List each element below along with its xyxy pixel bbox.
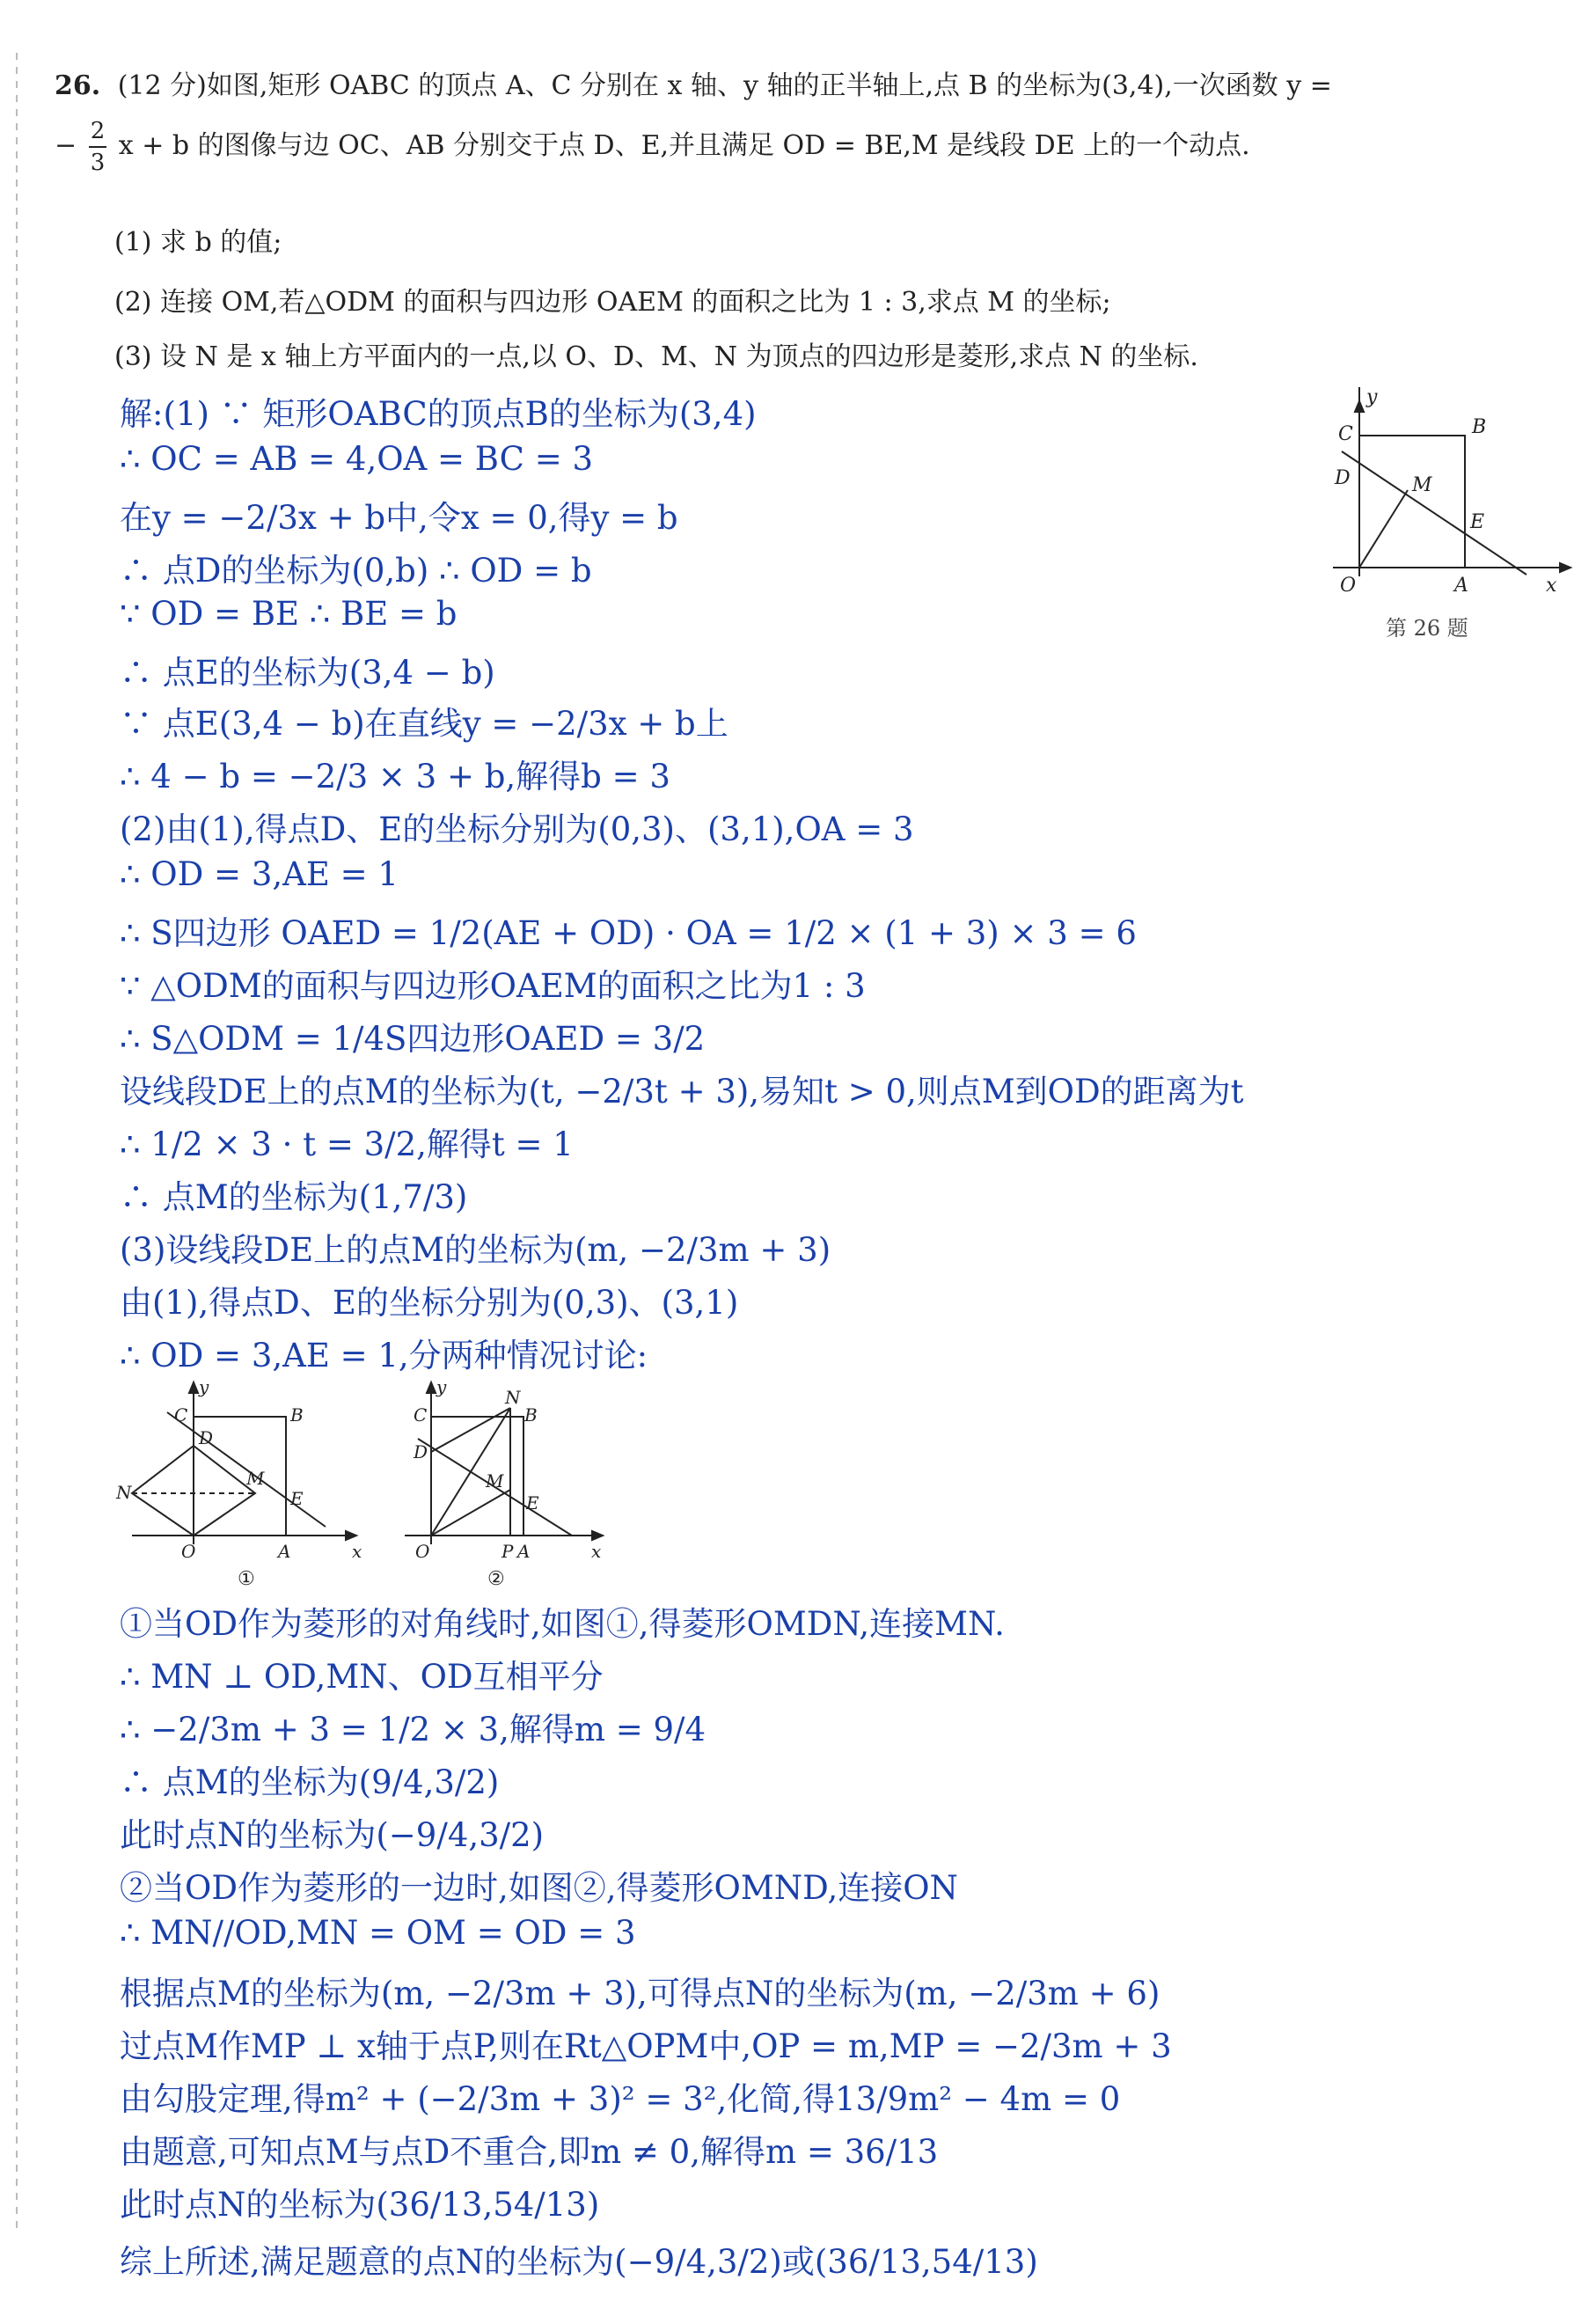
fig1-label-B: B: [290, 1404, 304, 1426]
fig2-DN: [431, 1408, 510, 1452]
solution-line-11: ∴ S四边形 OAED = 1/2(AE + OD) · OA = 1/2 × (1 + 3) × 3 = 6: [120, 914, 1137, 952]
solution-line-24: 此时点N的坐标为(−9/4,3/2): [120, 1816, 545, 1854]
fig1-x-arrow: [346, 1531, 356, 1540]
fig1-label-O: O: [181, 1541, 196, 1562]
question-number: 26.: [55, 70, 101, 101]
figure-2: [396, 1377, 616, 1593]
fig1-label-N: N: [116, 1482, 132, 1503]
figure-caption: 第 26 题: [1386, 616, 1468, 641]
label-D: D: [1335, 467, 1351, 489]
fraction: [89, 116, 107, 178]
solution-line-8: ∴ 4 − b = −2/3 × 3 + b,解得b = 3: [120, 758, 670, 795]
label-y: y: [1366, 387, 1378, 408]
question-part-3: (3) 设 N 是 x 轴上方平面内的一点,以 O、D、M、N 为顶点的四边形是菱形,求点 N 的坐标.: [114, 341, 1198, 372]
solution-line-13: ∴ S△ODM = 1/4S四边形OAED = 3/2: [120, 1020, 706, 1058]
solution-line-19: ∴ OD = 3,AE = 1,分两种情况讨论:: [120, 1337, 648, 1374]
solution-line-3: 在y = −2/3x + b中,令x = 0,得y = b: [120, 499, 678, 537]
label-M: M: [1412, 474, 1432, 496]
fig2-label-B: B: [524, 1404, 538, 1426]
solution-line-21: ∴ MN ⊥ OD,MN、OD互相平分: [120, 1658, 604, 1696]
fig2-label-O: O: [415, 1541, 430, 1562]
numerator: 2: [89, 116, 107, 148]
figure-1: [114, 1377, 370, 1593]
question-line-1: [55, 69, 1568, 104]
label-B: B: [1472, 416, 1487, 438]
fig2-label-P: P: [501, 1541, 514, 1562]
label-O: O: [1340, 575, 1357, 597]
label-E: E: [1470, 511, 1485, 533]
solution-line-28: 过点M作MP ⊥ x轴于点P,则在Rt△OPM中,OP = m,MP = −2/3m + 3: [120, 2027, 1172, 2065]
solution-line-9: (2)由(1),得点D、E的坐标分别为(0,3)、(3,1),OA = 3: [120, 810, 914, 848]
fig2-caption: ②: [487, 1568, 505, 1590]
solution-line-32: 综上所述,满足题意的点N的坐标为(−9/4,3/2)或(36/13,54/13): [120, 2243, 1038, 2281]
label-C: C: [1338, 423, 1353, 445]
solution-line-15: ∴ 1/2 × 3 · t = 3/2,解得t = 1: [120, 1125, 574, 1163]
solution-line-7: ∵ 点E(3,4 − b)在直线y = −2/3x + b上: [120, 705, 728, 743]
fig2-label-x: x: [591, 1541, 602, 1562]
question-text-2: x + b 的图像与边 OC、AB 分别交于点 D、E,并且满足 OD = BE,M 是线段 DE 上的一个动点.: [118, 130, 1250, 161]
solution-line-20: ①当OD作为菱形的对角线时,如图①,得菱形OMDN,连接MN.: [120, 1605, 1005, 1643]
fig1-caption: ①: [238, 1568, 255, 1590]
fig2-label-y: y: [436, 1377, 447, 1397]
fig1-label-D: D: [199, 1427, 214, 1448]
label-x: x: [1546, 575, 1557, 597]
fig1-label-E: E: [290, 1488, 304, 1509]
fig2-label-N: N: [505, 1387, 521, 1408]
solution-line-17: (3)设线段DE上的点M的坐标为(m, −2/3m + 3): [120, 1231, 831, 1269]
solution-line-29: 由勾股定理,得m² + (−2/3m + 3)² = 3²,化简,得13/9m² − 4m = 0: [120, 2080, 1121, 2118]
solution-line-22: ∴ −2/3m + 3 = 1/2 × 3,解得m = 9/4: [120, 1711, 706, 1748]
question-part-1: (1) 求 b 的值;: [114, 227, 282, 258]
fig1-label-A: A: [278, 1541, 291, 1562]
solution-line-23: ∴ 点M的坐标为(9/4,3/2): [120, 1763, 500, 1801]
margin-dashed-line: [16, 53, 18, 2235]
solution-line-2: ∴ OC = AB = 4,OA = BC = 3: [120, 440, 594, 478]
solution-line-12: ∵ △ODM的面积与四边形OAEM的面积之比为1 : 3: [120, 967, 866, 1005]
question-text-1: (12 分)如图,矩形 OABC 的顶点 A、C 分别在 x 轴、y 轴的正半轴上,点 B 的坐标为(3,4),一次函数 y =: [117, 70, 1332, 101]
fig2-label-C: C: [414, 1404, 428, 1426]
fig2-x-arrow: [592, 1531, 603, 1540]
solution-line-6: ∴ 点E的坐标为(3,4 − b): [120, 654, 495, 692]
solution-line-16: ∴ 点M的坐标为(1,7/3): [120, 1178, 468, 1216]
segment-OM: [1359, 490, 1408, 568]
solution-line-5: ∵ OD = BE ∴ BE = b: [120, 595, 458, 633]
solution-line-27: 根据点M的坐标为(m, −2/3m + 3),可得点N的坐标为(m, −2/3m + 6): [120, 1975, 1160, 2012]
solution-line-26: ∴ MN//OD,MN = OM = OD = 3: [120, 1914, 636, 1952]
question-part-2: (2) 连接 OM,若△ODM 的面积与四边形 OAEM 的面积之比为 1 : 3,求点 M 的坐标;: [114, 287, 1111, 318]
fig1-label-y: y: [199, 1377, 209, 1397]
fig1-label-x: x: [352, 1541, 362, 1562]
fig2-label-D: D: [414, 1441, 428, 1462]
solution-line-10: ∴ OD = 3,AE = 1: [120, 855, 399, 893]
label-A: A: [1454, 575, 1468, 597]
x-arrow: [1560, 563, 1570, 572]
solution-line-31: 此时点N的坐标为(36/13,54/13): [120, 2186, 600, 2224]
fig1-label-C: C: [174, 1404, 188, 1426]
fig2-label-M: M: [486, 1470, 504, 1492]
fig2-label-A: A: [517, 1541, 531, 1562]
figure-26: [1315, 387, 1579, 651]
line-DE: [1342, 451, 1526, 575]
solution-line-14: 设线段DE上的点M的坐标为(t, −2/3t + 3),易知t > 0,则点M到OD的距离为t: [120, 1073, 1244, 1111]
solution-line-18: 由(1),得点D、E的坐标分别为(0,3)、(3,1): [120, 1284, 739, 1322]
y-arrow: [1355, 401, 1364, 412]
fig2-label-E: E: [526, 1492, 539, 1514]
fig1-label-M: M: [246, 1468, 265, 1489]
question-line-2: [55, 116, 1568, 178]
question-block: [55, 69, 1568, 178]
solution-line-25: ②当OD作为菱形的一边时,如图②,得菱形OMND,连接ON: [120, 1869, 958, 1907]
fig2-y-arrow: [427, 1382, 436, 1393]
solution-line-30: 由题意,可知点M与点D不重合,即m ≠ 0,解得m = 36/13: [120, 2133, 939, 2171]
minus-sign: −: [55, 130, 77, 161]
fig1-y-arrow: [189, 1382, 198, 1393]
solution-line-1: 解:(1) ∵ 矩形OABC的顶点B的坐标为(3,4): [120, 395, 757, 433]
fig2-OM: [431, 1490, 510, 1536]
solution-line-4: ∴ 点D的坐标为(0,b) ∴ OD = b: [120, 552, 592, 590]
rectangle-OABC: [1359, 436, 1465, 568]
denominator: 3: [90, 150, 106, 176]
